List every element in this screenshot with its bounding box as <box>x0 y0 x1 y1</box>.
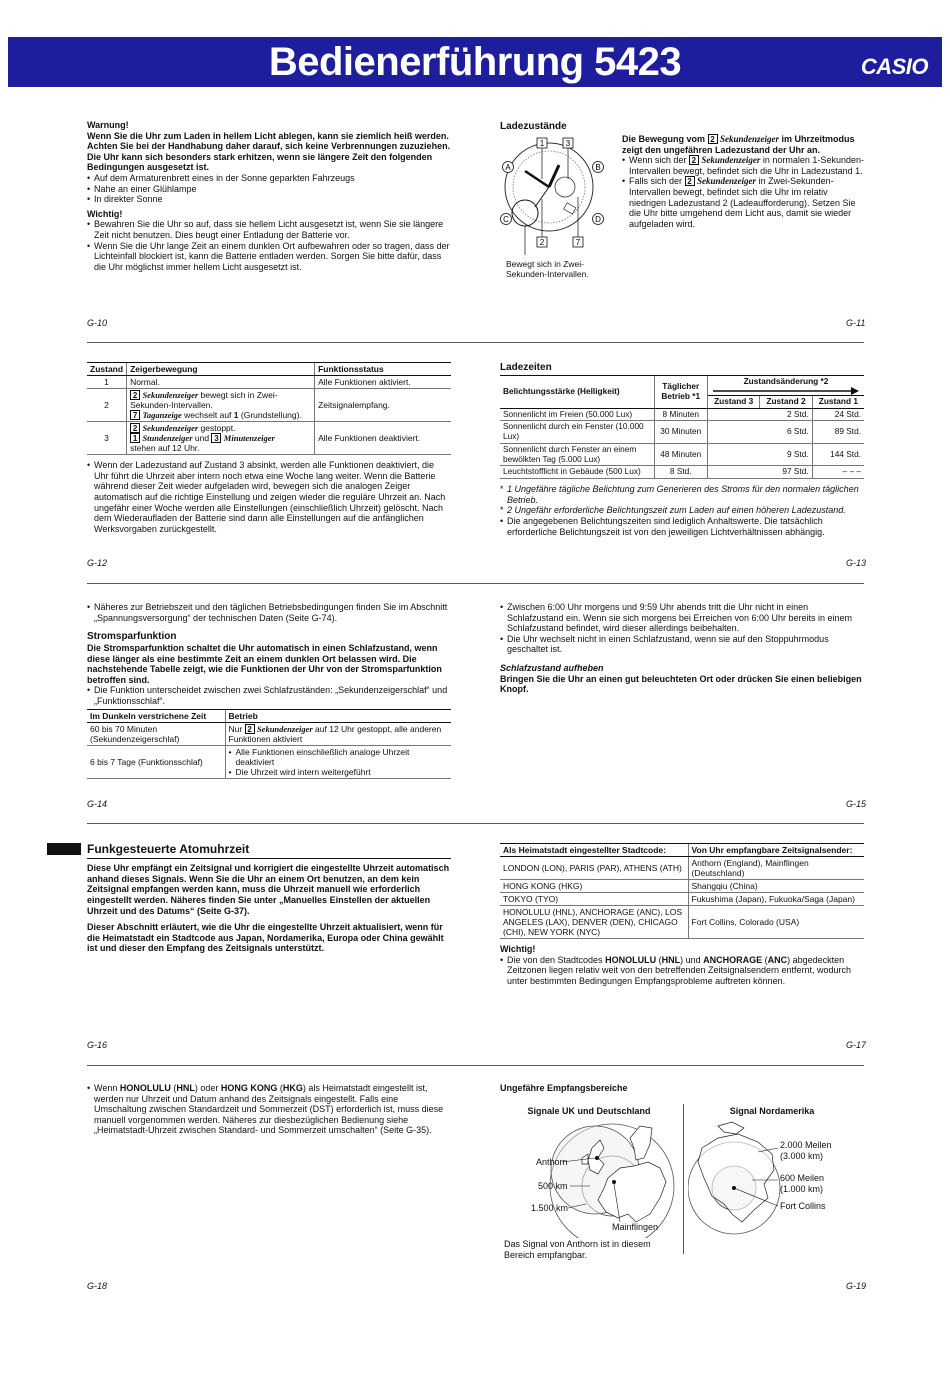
list-item: • Nahe an einer Glühlampe <box>87 184 451 195</box>
section-schlaf <box>500 602 864 695</box>
warning-list <box>87 173 451 205</box>
label-600-miles: 600 Meilen (1.000 km) <box>780 1173 825 1194</box>
diagram-caption: Bewegt sich in Zwei-Sekunden-Intervallen. <box>506 259 589 280</box>
section-tab-marker <box>47 843 81 855</box>
schlaf-aufheben-heading: Schlafzustand aufheben <box>500 663 604 674</box>
mainflingen-marker <box>612 1180 616 1184</box>
table-row: HONG KONG (HKG) Shangqiu (China) <box>500 880 864 893</box>
page-number: G-12 <box>87 558 108 568</box>
label-fort-collins: Fort Collins <box>780 1201 826 1211</box>
divider <box>87 1065 864 1066</box>
map-title-uk-de: Signale UK und Deutschland <box>527 1106 651 1116</box>
list-item: • Die Funktion unterscheidet zwischen zwei Schlafzuständen: „Sekundenzeigerschlaf“ und „Funktionsschlaf“. <box>87 685 451 706</box>
label-1: 1 <box>539 139 545 148</box>
list-item: • Wenn HONOLULU (HNL) oder HONG KONG (HKG) als Heimatstadt eingestellt ist, werden nur Uhrzeit und Datum anhand des Zeitsignals eingestellt. Falls eine Umschaltung zwischen Standardzeit und Sommerzeit (DST) erforderlich ist, muss diese manuell vorgenommen werden. Näheres zur diesbezüglichen Bedienung siehe „Heimatstadt-Uhrzeit zwischen Standard- und Sommerzeit umschalten“ (Seite G-35). <box>87 1083 451 1136</box>
table-header: Betrieb <box>225 709 451 722</box>
list-item: • Die Uhr wechselt nicht in einen Schlafzustand, wenn sie auf den Stoppuhrmodus geschaltet ist. <box>500 634 864 655</box>
hand-number-badge: 2 <box>708 134 718 144</box>
page-number: G-13 <box>846 558 867 568</box>
section-hnl-hkg <box>87 1083 451 1136</box>
header-banner <box>8 37 942 87</box>
table-header: Zustand 3 <box>708 395 760 408</box>
page-number: G-10 <box>87 318 108 328</box>
stadtcode-table <box>500 843 864 939</box>
table-row: 1 Normal. Alle Funktionen aktiviert. <box>87 376 451 389</box>
anthorn-marker <box>595 1156 599 1160</box>
list-item: • Falls sich der 2 Sekundenzeiger in Zwei-Sekunden-Intervallen bewegt, befindet sich die Uhr im relativ niedrigen Ladezustand 2 (Ladeaufforderung). Setzen Sie die Uhr bitte umgehend dem Licht aus, damit sie wieder aufgeladen wird. <box>622 176 864 229</box>
ladezeiten-table <box>500 375 864 479</box>
button-d-label: D <box>595 215 601 224</box>
arrow-right-icon <box>711 387 861 395</box>
page-number: G-11 <box>846 318 866 328</box>
hand-number-badge: 2 <box>689 155 699 165</box>
label-2: 2 <box>539 238 545 247</box>
divider <box>87 583 864 584</box>
table-header: Zustand <box>87 363 127 376</box>
funk-text-1: Diese Uhr empfängt ein Zeitsignal und korrigiert die eingestellte Uhrzeit automatisch anhand dieses Signals. Wenn Sie die Uhr an einem Ort benutzen, an dem kein Zeitsignal empfangen werden kann, muss die Uhrzeit manuell wie erforderlich eingestellt werden. Näheres finden Sie unter „Manuelles Einstellen der aktuellen Uhrzeit und des Datums“ (Seite G-37). <box>87 863 450 916</box>
table-row: Sonnenlicht durch Fenster an einem bewölkten Tag (5.000 Lux) 48 Minuten 9 Std. 144 Std. <box>500 443 864 466</box>
list-item: • Die von den Stadtcodes HONOLULU (HNL) und ANCHORAGE (ANC) abgedeckten Zeitzonen liegen relativ weit von den betreffenden Zeitsignalsendern entfernt, wodurch unter bestimmten Bedingungen Empfangsprobleme auftreten können. <box>500 955 864 987</box>
page-number: G-17 <box>846 1040 867 1050</box>
warning-heading: Warnung! <box>87 120 129 130</box>
watch-diagram <box>497 135 617 255</box>
table-header: Zustand 1 <box>812 395 864 408</box>
button-a-label: A <box>505 163 511 172</box>
table-row: Sonnenlicht durch ein Fenster (10.000 Lux) 30 Minuten 6 Std. 89 Std. <box>500 421 864 444</box>
list-item: • Wenn der Ladezustand auf Zustand 3 absinkt, werden alle Funktionen deaktiviert, die Uhr führt die Uhrzeit aber intern noch etwa eine Woche lang weiter. Wenn die Batterie während dieser Zeit wieder aufgeladen wird, bewegen sich die analogen Zeiger automatisch auf die richtige Einstellung und zeigen wieder die reguläre Uhrzeit an. Nach ungefähr einer Woche werden alle Einstellungen (einschließlich Uhrzeit) gelöscht. Nach dem Wiederaufladen der Batterie sind dann alle Einstellungen auf die anfänglichen Werksvorgaben zurückgestellt. <box>87 460 451 534</box>
label-500km: 500 km <box>538 1181 568 1191</box>
hand-number-badge: 2 <box>685 176 695 186</box>
section-warning <box>87 120 451 273</box>
stadtcode-table-wrap <box>500 843 864 987</box>
table-header: Funktionsstatus <box>315 363 451 376</box>
table-row: 60 bis 70 Minuten (Sekundenzeigerschlaf) Nur 2 Sekundenzeiger auf 12 Uhr gestoppt, alle anderen Funktionen aktiviert <box>87 722 451 745</box>
label-anthorn: Anthorn <box>536 1157 568 1167</box>
footnote-2: * 2 Ungefähr erforderliche Belichtungszeit zum Laden auf einen höheren Ladezustand. <box>500 505 846 516</box>
casio-logo: CASIO <box>860 54 928 79</box>
wichtig-list <box>87 219 451 272</box>
schlaf-table <box>87 709 451 779</box>
zustand-table-wrap <box>87 362 451 534</box>
warning-text: Wenn Sie die Uhr zum Laden in hellem Licht ablegen, kann sie ziemlich heiß werden. Achten Sie bei der Handhabung daher darauf, sich keine Verbrennungen zuzuziehen. Die Uhr kann sich besonders stark erhitzen, wenn sie längere Zeit den folgenden Bedingungen ausgesetzt ist. <box>87 130 451 173</box>
table-header: Im Dunkeln verstrichene Zeit <box>87 709 225 722</box>
divider <box>87 823 864 824</box>
divider <box>683 1104 684 1254</box>
divider <box>87 342 864 343</box>
button-b-label: B <box>595 163 601 172</box>
table-row: TOKYO (TYO) Fukushima (Japan), Fukuoka/Saga (Japan) <box>500 893 864 906</box>
empfangsbereiche-heading: Ungefähre Empfangsbereiche <box>500 1083 628 1093</box>
list-item: • Bewahren Sie die Uhr so auf, dass sie hellem Licht ausgesetzt ist, wenn Sie sie längere Zeit nicht benutzen. Dies beugt einer Entladung der Batterie vor. <box>87 219 451 240</box>
list-item: • Die angegebenen Belichtungszeiten sind lediglich Anhaltswerte. Die tatsächlich erforderliche Belichtungszeit ist von den jeweiligen Lichtverhältnissen abhängig. <box>500 516 864 537</box>
zustand-table <box>87 362 451 455</box>
funk-text-2: Dieser Abschnitt erläutert, wie die Uhr die eingestellte Uhrzeit aktualisiert, wenn für die Heimatstadt ein Stadtcode aus Japan, Nordamerika, Europa oder China gewählt ist und dieser den Empfang des Zeitsignals unterstützt. <box>87 922 444 954</box>
map-note: Das Signal von Anthorn ist in diesem Bereich empfangbar. <box>504 1239 651 1260</box>
table-header: Belichtungsstärke (Helligkeit) <box>500 376 654 409</box>
section-funk <box>87 842 451 954</box>
list-item: • Auf dem Armaturenbrett eines in der Sonne geparkten Fahrzeugs <box>87 173 451 184</box>
page-title: Bedienerführung 5423 <box>268 40 682 84</box>
stromspar-heading: Stromsparfunktion <box>87 631 177 643</box>
label-3: 3 <box>565 139 571 148</box>
schlaf-aufheben-text: Bringen Sie die Uhr an einen gut beleuchteten Ort oder drücken Sie einen beliebigen Knopf. <box>500 673 862 695</box>
page-number: G-15 <box>846 799 867 809</box>
list-item: • Zwischen 6:00 Uhr morgens und 9:59 Uhr abends tritt die Uhr nicht in einen Schlafzustand ein. Wenn sie sich morgens bei Erreichen von 6:00 Uhr bereits in einem Schlafzustand befindet, wird dieser allerdings beibehalten. <box>500 602 864 634</box>
label-7: 7 <box>575 238 581 247</box>
footnote-1: * 1 Ungefähre tägliche Belichtung zum Generieren des Stroms für den normalen täglichen Betrieb. <box>500 484 859 505</box>
page-number: G-14 <box>87 799 108 809</box>
table-header: Zustand 2 <box>760 395 812 408</box>
ladezustaende-text: Die Bewegung vom 2 Sekundenzeiger im Uhrzeitmodus zeigt den ungefähren Ladezustand der Uhr an. • Wenn sich der 2 Sekundenzeiger in normalen 1-Sekunden-Intervallen bewegt, befindet sich die Uhr in Ladezustand 1. • Falls sich der 2 Sekundenzeiger in Zwei-Sekunden-Intervallen bewegt, befindet sich die Uhr im relativ niedrigen Ladezustand 2 (Ladeaufforderung). Setzen Sie die Uhr bitte umgehend dem Licht aus, damit sie wieder aufgeladen wird. <box>622 134 864 229</box>
ladezustaende-heading: Ladezustände <box>500 121 567 132</box>
section-stromspar <box>87 602 451 779</box>
table-row: HONOLULU (HNL), ANCHORAGE (ANC), LOS ANGELES (LAX), DENVER (DEN), CHICAGO (CHI), NEW YORK (NYC) Fort Collins, Colorado (USA) <box>500 906 864 939</box>
button-c-label: C <box>503 215 509 224</box>
list-item: • Näheres zur Betriebszeit und den täglichen Betriebsbedingungen finden Sie im Abschnitt „Spannungsversorgung“ der technischen Daten (Seite G-74). <box>87 602 451 623</box>
continent-shape <box>698 1134 774 1222</box>
table-row: Leuchtstofflicht in Gebäude (500 Lux) 8 Std. 97 Std. – – – <box>500 466 864 479</box>
page-number: G-16 <box>87 1040 108 1050</box>
page-number: G-19 <box>846 1281 867 1291</box>
table-row: 6 bis 7 Tage (Funktionsschlaf) • Alle Funktionen einschließlich analoge Uhrzeit deaktiviert • Die Uhrzeit wird intern weitergeführt <box>87 745 451 778</box>
table-row: 2 2 Sekundenzeiger bewegt sich in Zwei-Sekunden-Intervallen. 7 Taganzeige wechselt auf 1 (Grundstellung). Zeitsignalempfang. <box>87 389 451 422</box>
funk-heading: Funkgesteuerte Atomuhrzeit <box>87 842 451 859</box>
wichtig-heading: Wichtig! <box>500 944 536 955</box>
table-row: LONDON (LON), PARIS (PAR), ATHENS (ATH) Anthorn (England), Mainflingen (Deutschland) <box>500 857 864 880</box>
label-mainflingen: Mainflingen <box>612 1222 659 1232</box>
ladezeiten-table-wrap <box>500 375 864 537</box>
europe-map <box>500 1118 680 1238</box>
fort-collins-marker <box>732 1186 736 1190</box>
map-title-na: Signal Nordamerika <box>729 1106 815 1116</box>
table-header: Zustandsänderung *2 <box>708 376 865 396</box>
table-header: Täglicher Betrieb *1 <box>654 376 708 409</box>
page-number: G-18 <box>87 1281 108 1291</box>
north-america-map <box>688 1118 788 1238</box>
label-1500km: 1.500 km <box>531 1203 569 1213</box>
table-header: Von Uhr empfangbare Zeitsignalsender: <box>688 844 864 857</box>
label-2000-miles: 2.000 Meilen (3.000 km) <box>780 1140 832 1161</box>
wichtig-heading: Wichtig! <box>87 208 123 219</box>
list-item: • Wenn sich der 2 Sekundenzeiger in normalen 1-Sekunden-Intervallen bewegt, befindet sich die Uhr in Ladezustand 1. <box>622 155 864 176</box>
table-header: Zeigerbewegung <box>127 363 315 376</box>
table-header: Als Heimatstadt eingestellter Stadtcode: <box>500 844 688 857</box>
list-item: • Wenn Sie die Uhr lange Zeit an einem dunklen Ort aufbewahren oder so tragen, dass der Lichteinfall blockiert ist, kann die Batterie entladen werden. Sorgen Sie bitte dafür, dass die Uhr möglichst immer hellem Licht ausgesetzt ist. <box>87 241 451 273</box>
table-row: Sonnenlicht im Freien (50.000 Lux) 8 Minuten 2 Std. 24 Std. <box>500 408 864 421</box>
table-row: 3 2 Sekundenzeiger gestoppt. 1 Stundenzeiger und 3 Minutenzeiger stehen auf 12 Uhr. Alle Funktionen deaktiviert. <box>87 422 451 455</box>
stromspar-text: Die Stromsparfunktion schaltet die Uhr automatisch in einen Schlafzustand, wenn diese länger als eine bestimmte Zeit an einem dunklen Ort belassen wird. Die nachstehende Tabelle zeigt, wie die Funktionen der Uhr von der Stromsparfunktion betroffen sind. <box>87 643 442 685</box>
ladezeiten-heading: Ladezeiten <box>500 362 552 373</box>
list-item: • In direkter Sonne <box>87 194 451 205</box>
